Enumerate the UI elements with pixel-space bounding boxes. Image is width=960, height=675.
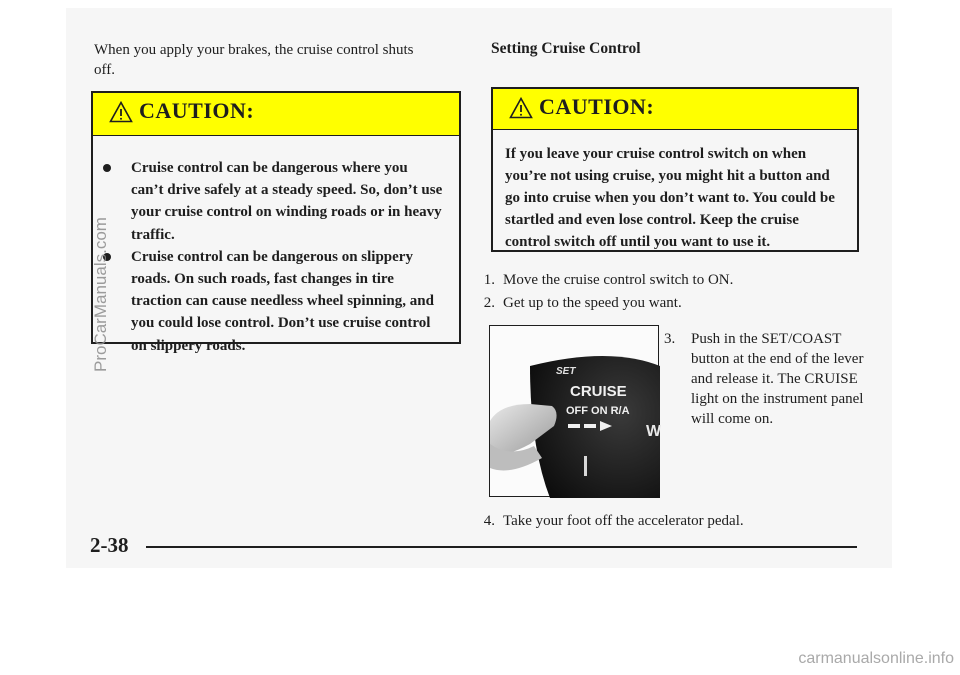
step-2 [475, 293, 682, 313]
cruise-control-lever-photo [489, 325, 662, 497]
position-marker [584, 424, 596, 428]
switch-positions-label: OFF ON R/A [566, 405, 630, 417]
caution-bullet-list [103, 157, 443, 357]
intro-paragraph: When you apply your brakes, the cruise control shuts off. [94, 42, 414, 78]
caution-text: If you leave your cruise control switch on when you’re not using cruise, you might hit a button and go into cruise when you don’t want to. You could be startled and even lose control. Keep the cruise control switch off until you want to use it. [505, 146, 835, 250]
lever-illustration [490, 326, 660, 498]
cruise-label: CRUISE [570, 383, 627, 400]
page-number: 2-38 [90, 533, 129, 557]
step-text: Move the cruise control switch to ON. [503, 272, 734, 288]
set-label: SET [556, 366, 576, 377]
caution-box-left [91, 91, 461, 354]
caution-label: CAUTION: [539, 94, 655, 119]
step-text: Take your foot off the accelerator pedal. [503, 513, 744, 529]
step-1 [475, 270, 733, 290]
caution-banner [493, 89, 857, 130]
warning-triangle-icon [509, 97, 533, 119]
indicator-line [584, 456, 587, 476]
watermark-side: ProCarManuals.com [91, 217, 110, 372]
caution-box-right [491, 87, 859, 252]
footer-rule [146, 546, 857, 548]
watermark-bottom: carmanualsonline.info [798, 650, 954, 667]
side-letter: W [646, 423, 662, 440]
step-4 [475, 511, 744, 531]
caution-label: CAUTION: [139, 98, 255, 123]
caution-bullet [103, 246, 443, 357]
step-number: 4. [483, 513, 495, 529]
caution-banner [93, 93, 459, 136]
position-marker [568, 424, 580, 428]
caution-bullet [103, 157, 443, 246]
step-number: 1. [483, 272, 495, 288]
bullet-dot [103, 164, 111, 172]
warning-triangle-icon [109, 101, 133, 123]
section-heading: Setting Cruise Control [491, 40, 641, 57]
step-number: 2. [483, 295, 495, 311]
caution-bullet-text: Cruise control can be dangerous on slippery roads. On such roads, fast changes in tire traction can cause needless wheel spinning, and you could lose control. Don’t use cruise control on slippery roads. [131, 248, 434, 354]
step-text: Get up to the speed you want. [503, 295, 682, 311]
step-number: 3. [664, 331, 676, 347]
caution-bullet-text: Cruise control can be dangerous where you can’t drive safely at a steady speed. So, don’t use your cruise control on winding roads or in heavy traffic. [131, 160, 443, 243]
step-text: Push in the SET/COAST button at the end of the lever and release it. The CRUISE light on the instrument panel will come on. [691, 331, 864, 427]
